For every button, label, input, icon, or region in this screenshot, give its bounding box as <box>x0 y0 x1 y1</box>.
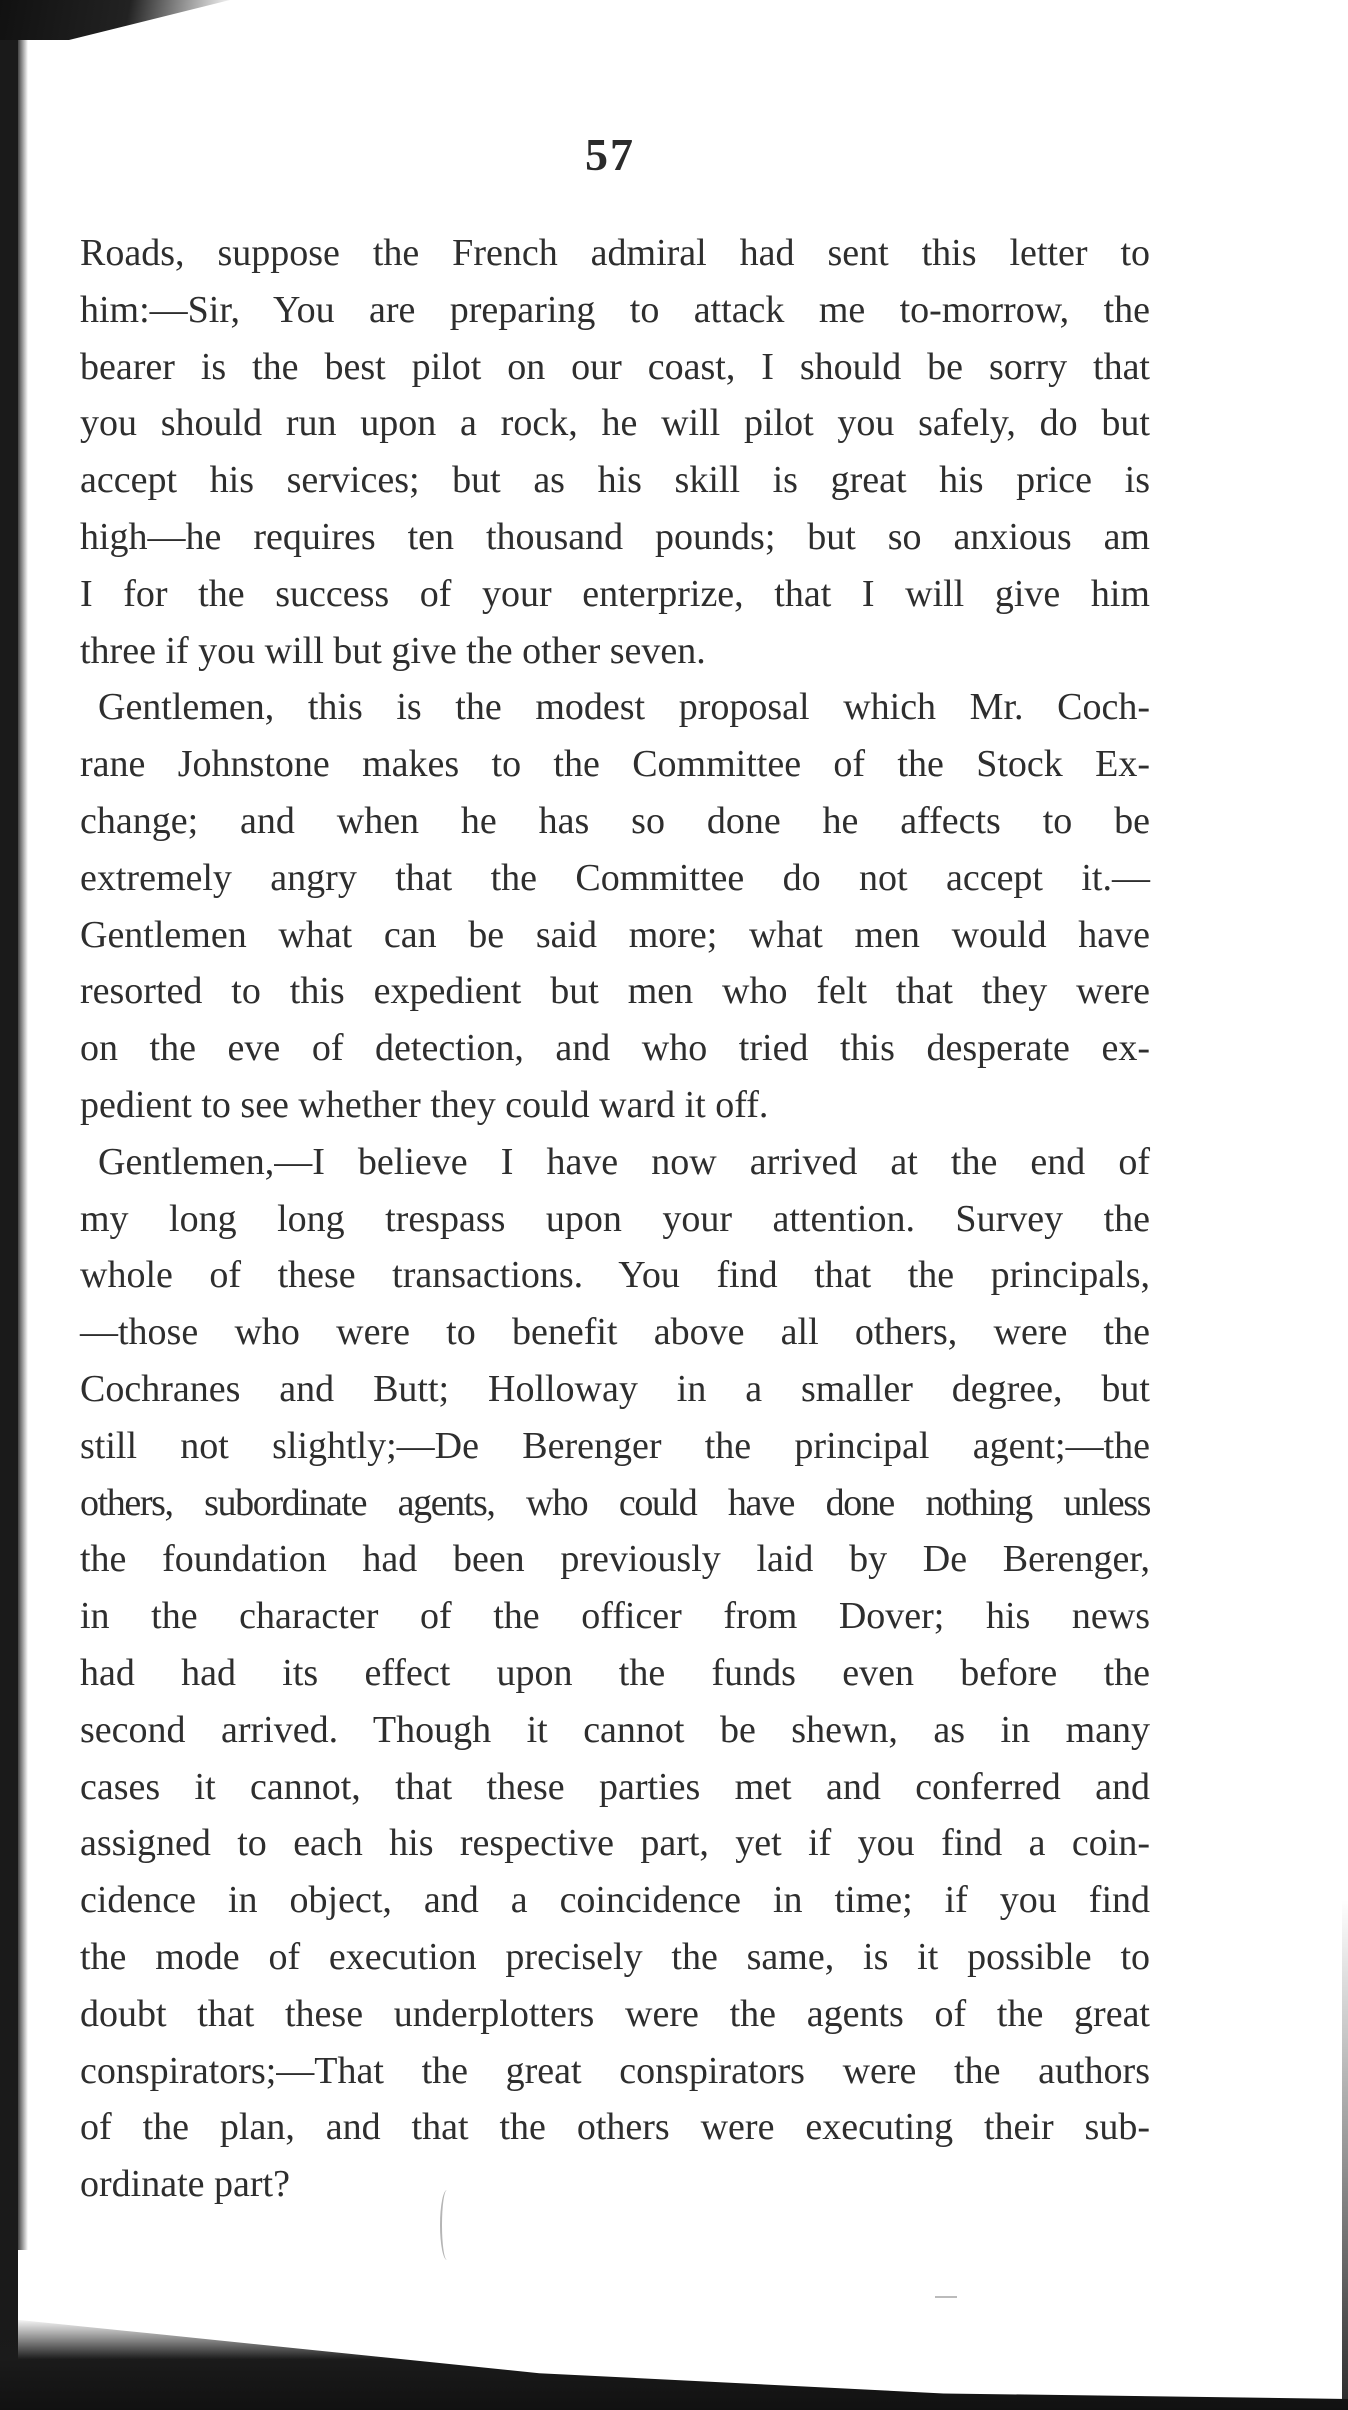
page-corner-shadow <box>0 0 230 40</box>
text-line: still not slightly;—De Berenger the principal agent;—the <box>80 1424 1150 1467</box>
text-line: accept his services; but as his skill is great his price is <box>80 459 1150 502</box>
text-line: the mode of execution precisely the same, is it possible to <box>80 1935 1150 1978</box>
page-number: 57 <box>585 129 635 180</box>
text-line: of the plan, and that the others were executing their sub- <box>80 2106 1150 2149</box>
text-line: others, subordinate agents, who could have done nothing unless <box>80 1481 1150 1524</box>
page-left-edge <box>0 0 18 2410</box>
text-line: three if you will but give the other seven. <box>80 629 706 672</box>
text-line: my long long trespass upon your attention. Survey the <box>80 1197 1150 1240</box>
stray-ink-mark <box>440 2190 454 2260</box>
text-line: him:—Sir, You are preparing to attack me to-morrow, the <box>80 288 1150 331</box>
text-line: resorted to this expedient but men who felt that they were <box>80 970 1150 1013</box>
text-line: assigned to each his respective part, yet if you find a coin- <box>80 1822 1150 1865</box>
text-line: Gentlemen, this is the modest proposal which Mr. Coch- <box>98 686 1150 729</box>
text-line: rane Johnstone makes to the Committee of the Stock Ex- <box>80 743 1150 786</box>
text-line: extremely angry that the Committee do not accept it.— <box>80 856 1150 899</box>
text-line: the foundation had been previously laid by De Berenger, <box>80 1538 1150 1581</box>
text-line: in the character of the officer from Dover; his news <box>80 1595 1150 1638</box>
page-right-edge <box>1342 1900 1348 2410</box>
text-line: bearer is the best pilot on our coast, I should be sorry that <box>80 345 1150 388</box>
text-line: doubt that these underplotters were the agents of the great <box>80 1992 1150 2035</box>
text-line: Cochranes and Butt; Holloway in a smaller degree, but <box>80 1367 1150 1410</box>
text-line: high—he requires ten thousand pounds; but so anxious am <box>80 515 1150 558</box>
text-line: on the eve of detection, and who tried this desperate ex- <box>80 1027 1150 1070</box>
text-line: had had its effect upon the funds even before the <box>80 1651 1150 1694</box>
text-line: ordinate part? <box>80 2163 290 2206</box>
text-line: Roads, suppose the French admiral had sent this letter to <box>80 232 1150 274</box>
stray-ink-dash <box>935 2296 957 2298</box>
text-line: cases it cannot, that these parties met and conferred and <box>80 1765 1150 1808</box>
text-line: pedient to see whether they could ward it off. <box>80 1083 769 1126</box>
text-line: second arrived. Though it cannot be shewn, as in many <box>80 1708 1150 1751</box>
text-line: conspirators;—That the great conspirators were the authors <box>80 2049 1150 2092</box>
text-line: Gentlemen,—I believe I have now arrived at the end of <box>98 1140 1150 1183</box>
document-text <box>80 225 1150 2213</box>
text-line: —those who were to benefit above all others, were the <box>80 1311 1150 1354</box>
page-bottom-edge <box>0 2318 1348 2410</box>
text-line: you should run upon a rock, he will pilot you safely, do but <box>80 402 1150 445</box>
text-line: whole of these transactions. You find that the principals, <box>80 1254 1150 1297</box>
text-line: Gentlemen what can be said more; what men would have <box>80 913 1150 956</box>
text-line: cidence in object, and a coincidence in time; if you find <box>80 1879 1150 1922</box>
page-left-shadow <box>18 20 28 2250</box>
text-line: I for the success of your enterprize, that I will give him <box>80 572 1150 615</box>
text-line: change; and when he has so done he affects to be <box>80 799 1150 842</box>
